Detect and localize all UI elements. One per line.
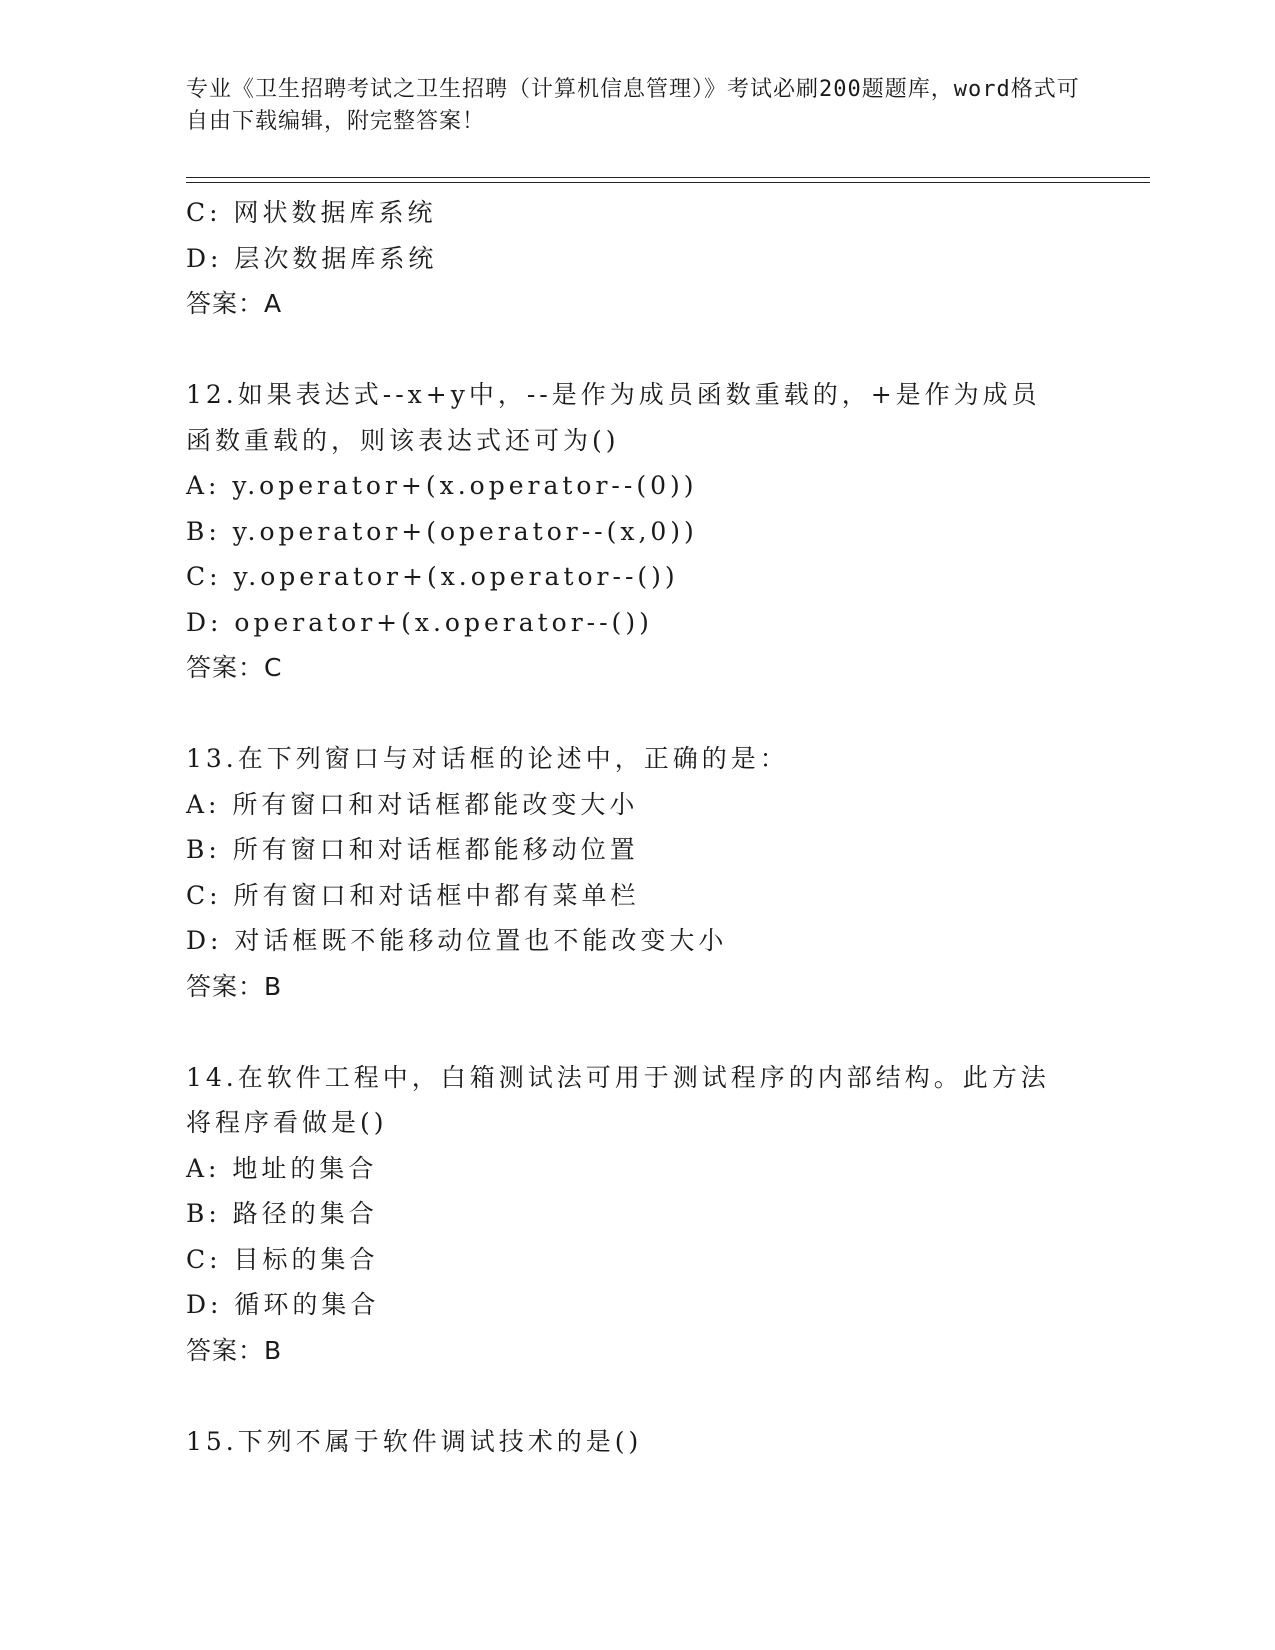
question-text: 13.在下列窗口与对话框的论述中，正确的是： [186, 744, 789, 773]
option-d: D: 对话框既不能移动位置也不能改变大小 [186, 926, 728, 955]
option-c: C: y.operator+(x.operator--()) [186, 562, 679, 591]
option-c: C: 网状数据库系统 [186, 198, 437, 227]
question-13 [186, 736, 1086, 1009]
answer-line: 答案：B [186, 971, 283, 1001]
question-11-continued [186, 190, 1086, 327]
question-12 [186, 372, 1086, 691]
question-15 [186, 1419, 1086, 1465]
question-list [186, 190, 1086, 1464]
option-d: D: 层次数据库系统 [186, 243, 438, 273]
answer-line: 答案：C [186, 653, 283, 682]
option-b: B: 所有窗口和对话框都能移动位置 [186, 835, 639, 864]
option-d: D: operator+(x.operator--()) [186, 607, 653, 637]
option-b: B: 路径的集合 [186, 1199, 378, 1228]
option-c: C: 目标的集合 [186, 1244, 379, 1274]
option-a: A: 地址的集合 [186, 1153, 378, 1183]
option-d: D: 循环的集合 [186, 1290, 380, 1319]
option-c: C: 所有窗口和对话框中都有菜单栏 [186, 880, 640, 910]
option-a: A: y.operator+(x.operator--(0)) [186, 471, 698, 500]
page-header: 专业《卫生招聘考试之卫生招聘（计算机信息管理）》考试必刷200题题库，word格式可自由下载编辑，附完整答案！ [186, 77, 1080, 134]
question-text: 12.如果表达式--x+y中，--是作为成员函数重载的，+是作为成员函数重载的，则该表达式还可为() [186, 380, 1041, 455]
question-text: 14.在软件工程中，白箱测试法可用于测试程序的内部结构。此方法将程序看做是() [186, 1062, 1050, 1137]
option-b: B: y.operator+(operator--(x,0)) [186, 516, 698, 546]
question-14 [186, 1055, 1086, 1374]
header-divider-top [186, 177, 1150, 178]
question-text: 15.下列不属于软件调试技术的是() [186, 1426, 643, 1456]
header-divider-bottom [186, 182, 1150, 183]
answer-line: 答案：B [186, 1335, 283, 1365]
option-a: A: 所有窗口和对话框都能改变大小 [186, 789, 639, 819]
answer-line: 答案：A [186, 289, 283, 318]
